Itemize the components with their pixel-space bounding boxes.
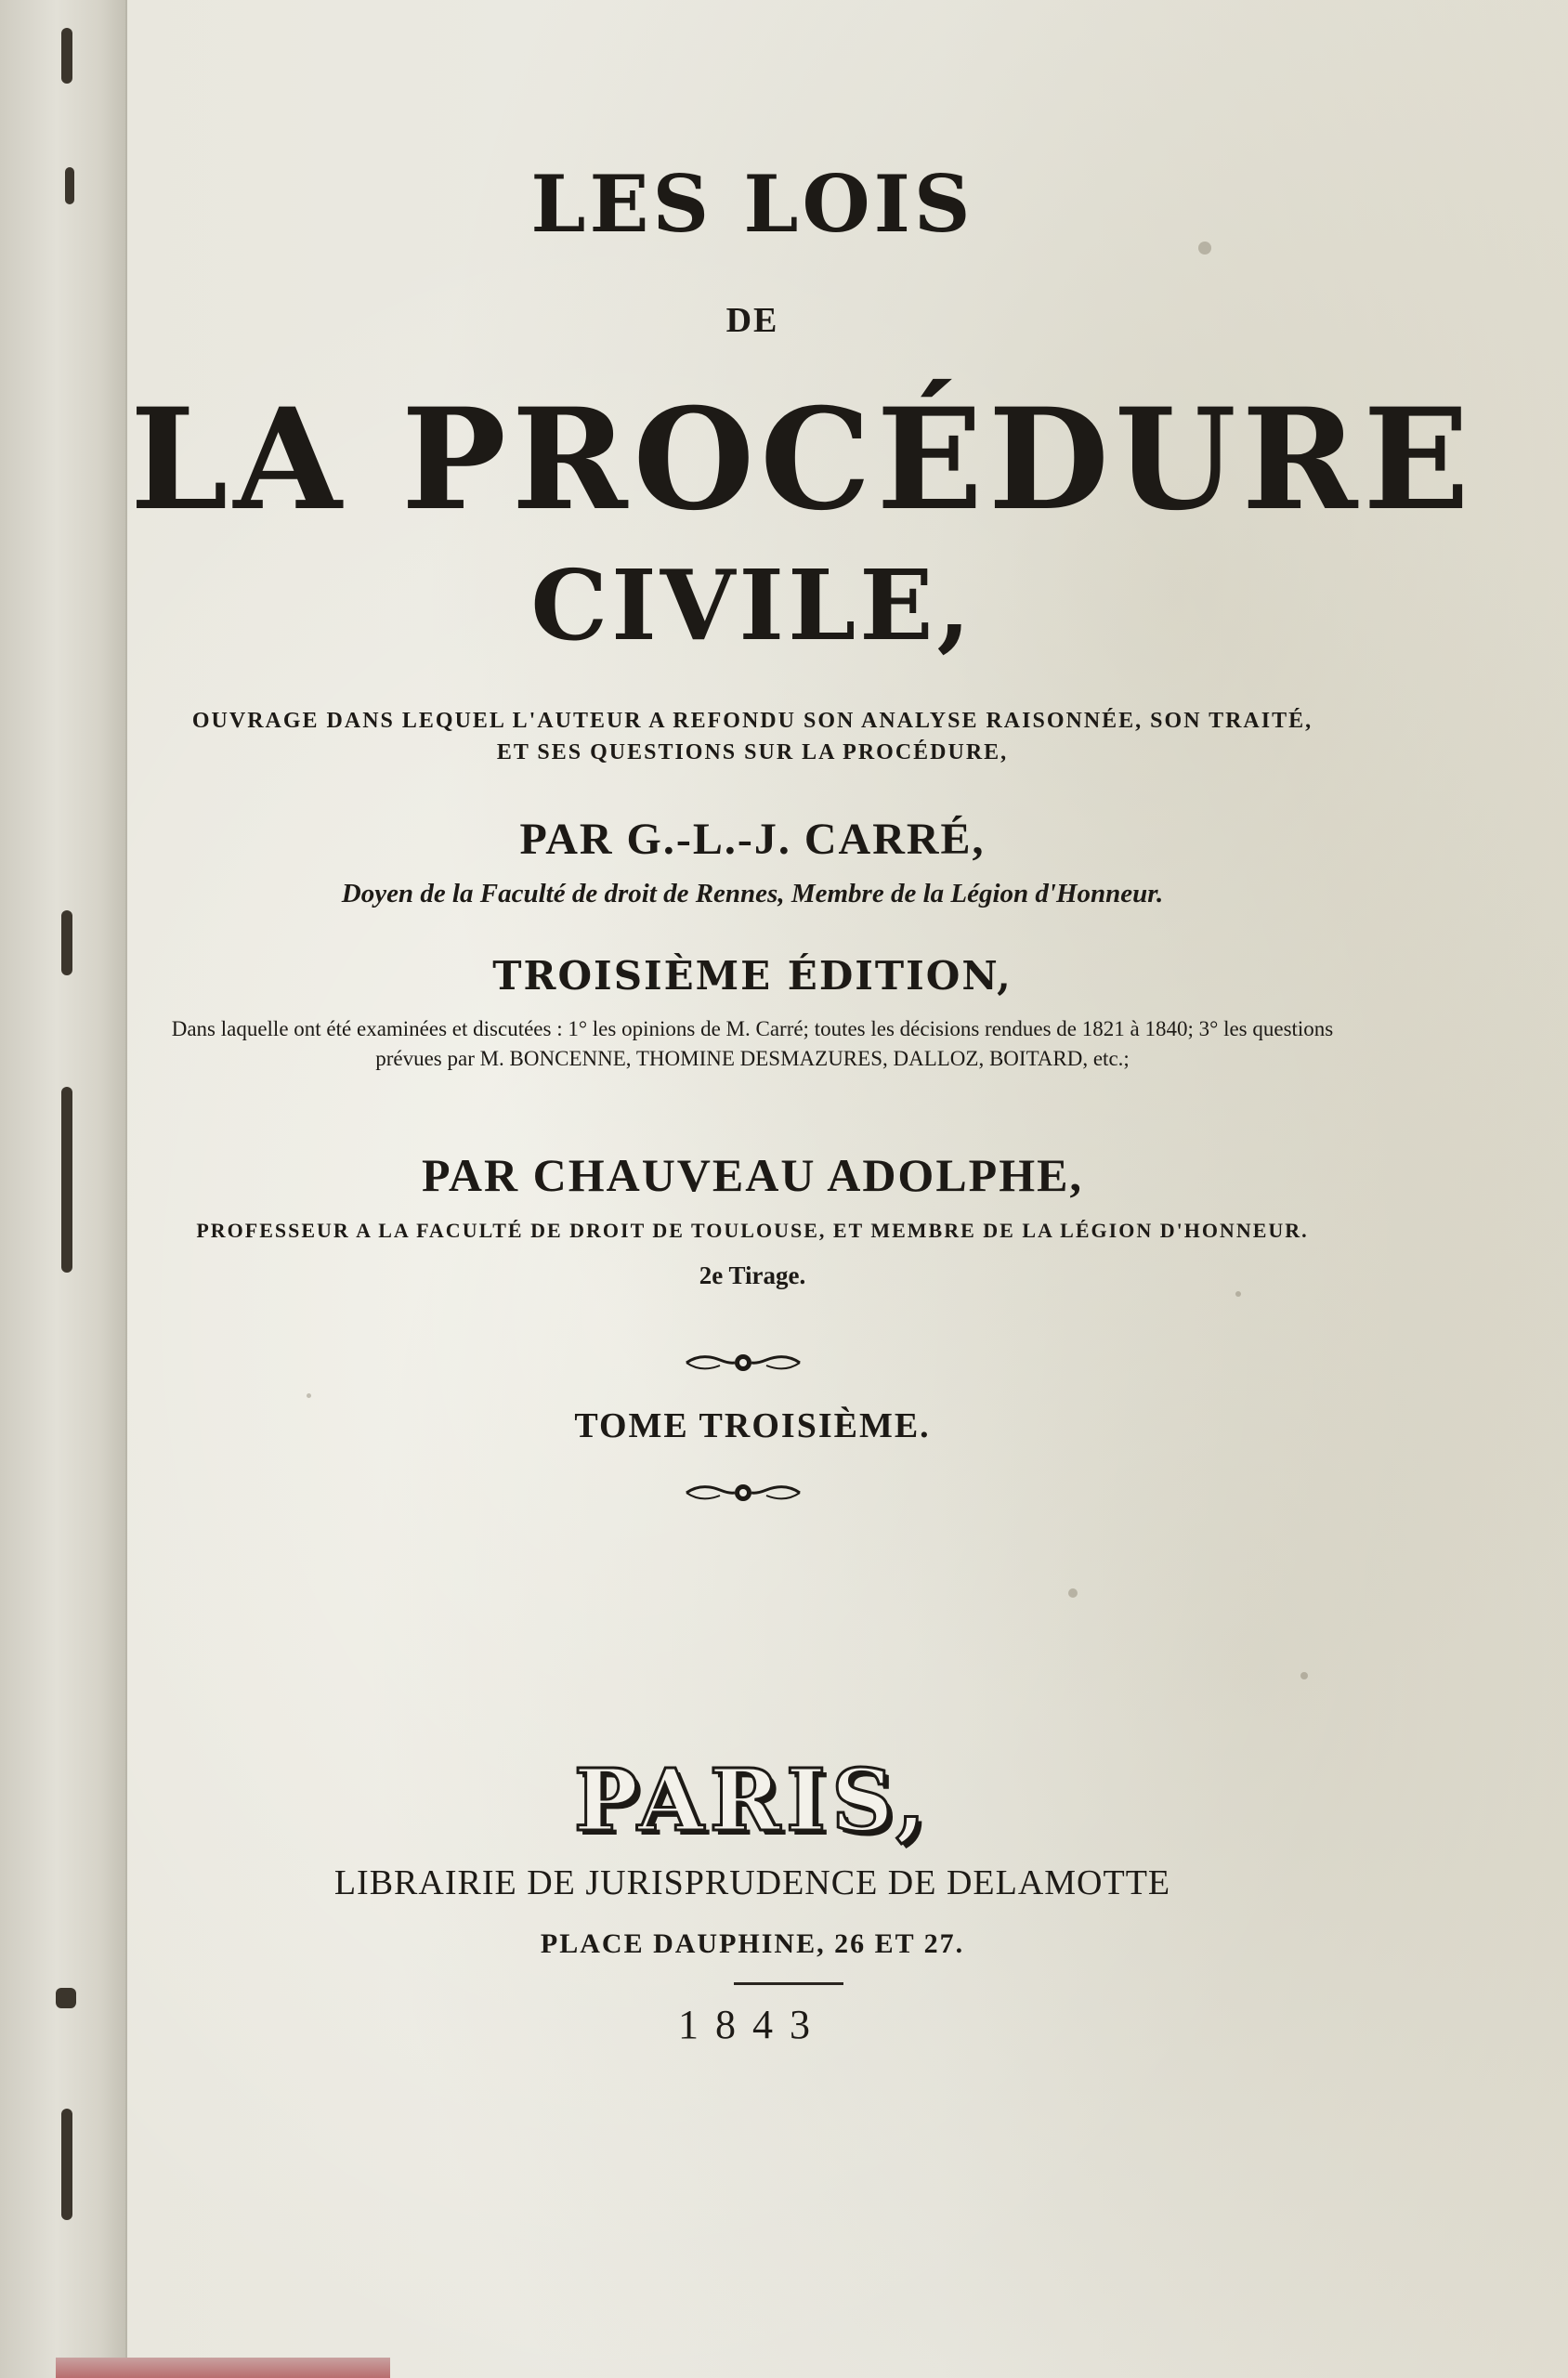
title-line-la-procedure: LA PROCÉDURE bbox=[130, 378, 1475, 542]
volume-label: TOME TROISIÈME. bbox=[574, 1406, 931, 1445]
imprint-rule bbox=[734, 1982, 843, 1985]
ornament-fleuron-icon bbox=[683, 1347, 804, 1378]
imprint-publisher: LIBRAIRIE DE JURISPRUDENCE DE DELAMOTTE bbox=[333, 1863, 1171, 1902]
edition-description: Dans laquelle ont été examinées et discutées : 1° les opinions de M. Carré; toutes les décisions rendues de 1821 à 1840; 3° les questions prévues par M. BONCENNE, THOMINE DESMAZURES, DALLOZ, BOITARD, etc.; bbox=[171, 1017, 1334, 1070]
imprint-address: PLACE DAUPHINE, 26 ET 27. bbox=[540, 1928, 965, 1959]
binding-stitch bbox=[61, 910, 72, 975]
foxing-spot bbox=[1235, 1291, 1241, 1297]
title-line-les-lois: LES LOIS bbox=[530, 158, 974, 250]
foxing-spot bbox=[1068, 1588, 1078, 1598]
binding-stitch bbox=[65, 167, 74, 204]
author-chauveau-title: PROFESSEUR A LA FACULTÉ DE DROIT DE TOULOUSE, ET MEMBRE DE LA LÉGION D'HONNEUR. bbox=[196, 1219, 1309, 1242]
subtitle-line-2: ET SES QUESTIONS SUR LA PROCÉDURE, bbox=[496, 740, 1009, 764]
foxing-spot bbox=[307, 1393, 311, 1398]
title-line-civile: CIVILE, bbox=[530, 548, 974, 662]
title-line-de: DE bbox=[725, 301, 779, 340]
author-chauveau: PAR CHAUVEAU ADOLPHE, bbox=[422, 1149, 1083, 1201]
imprint-city: PARIS, bbox=[573, 1750, 932, 1850]
subtitle-line-1: OUVRAGE DANS LEQUEL L'AUTEUR A REFONDU SON ANALYSE RAISONNÉE, SON TRAITÉ, bbox=[191, 709, 1313, 733]
book-gutter bbox=[0, 0, 127, 2378]
author-carre: PAR G.-L.-J. CARRÉ, bbox=[519, 815, 986, 864]
ornament-fleuron-icon bbox=[683, 1477, 804, 1509]
red-page-edge bbox=[56, 2358, 390, 2378]
edition-label: TROISIÈME ÉDITION, bbox=[492, 953, 1013, 999]
binding-stitch bbox=[56, 1988, 76, 2008]
foxing-spot bbox=[1300, 1672, 1308, 1679]
binding-stitch bbox=[61, 1087, 72, 1273]
author-carre-title: Doyen de la Faculté de droit de Rennes, Membre de la Légion d'Honneur. bbox=[341, 879, 1164, 908]
binding-stitch bbox=[61, 28, 72, 84]
foxing-spot bbox=[1198, 242, 1211, 255]
imprint-year: 1843 bbox=[678, 2002, 827, 2047]
binding-stitch bbox=[61, 2109, 72, 2220]
printing-note: 2e Tirage. bbox=[699, 1261, 806, 1289]
